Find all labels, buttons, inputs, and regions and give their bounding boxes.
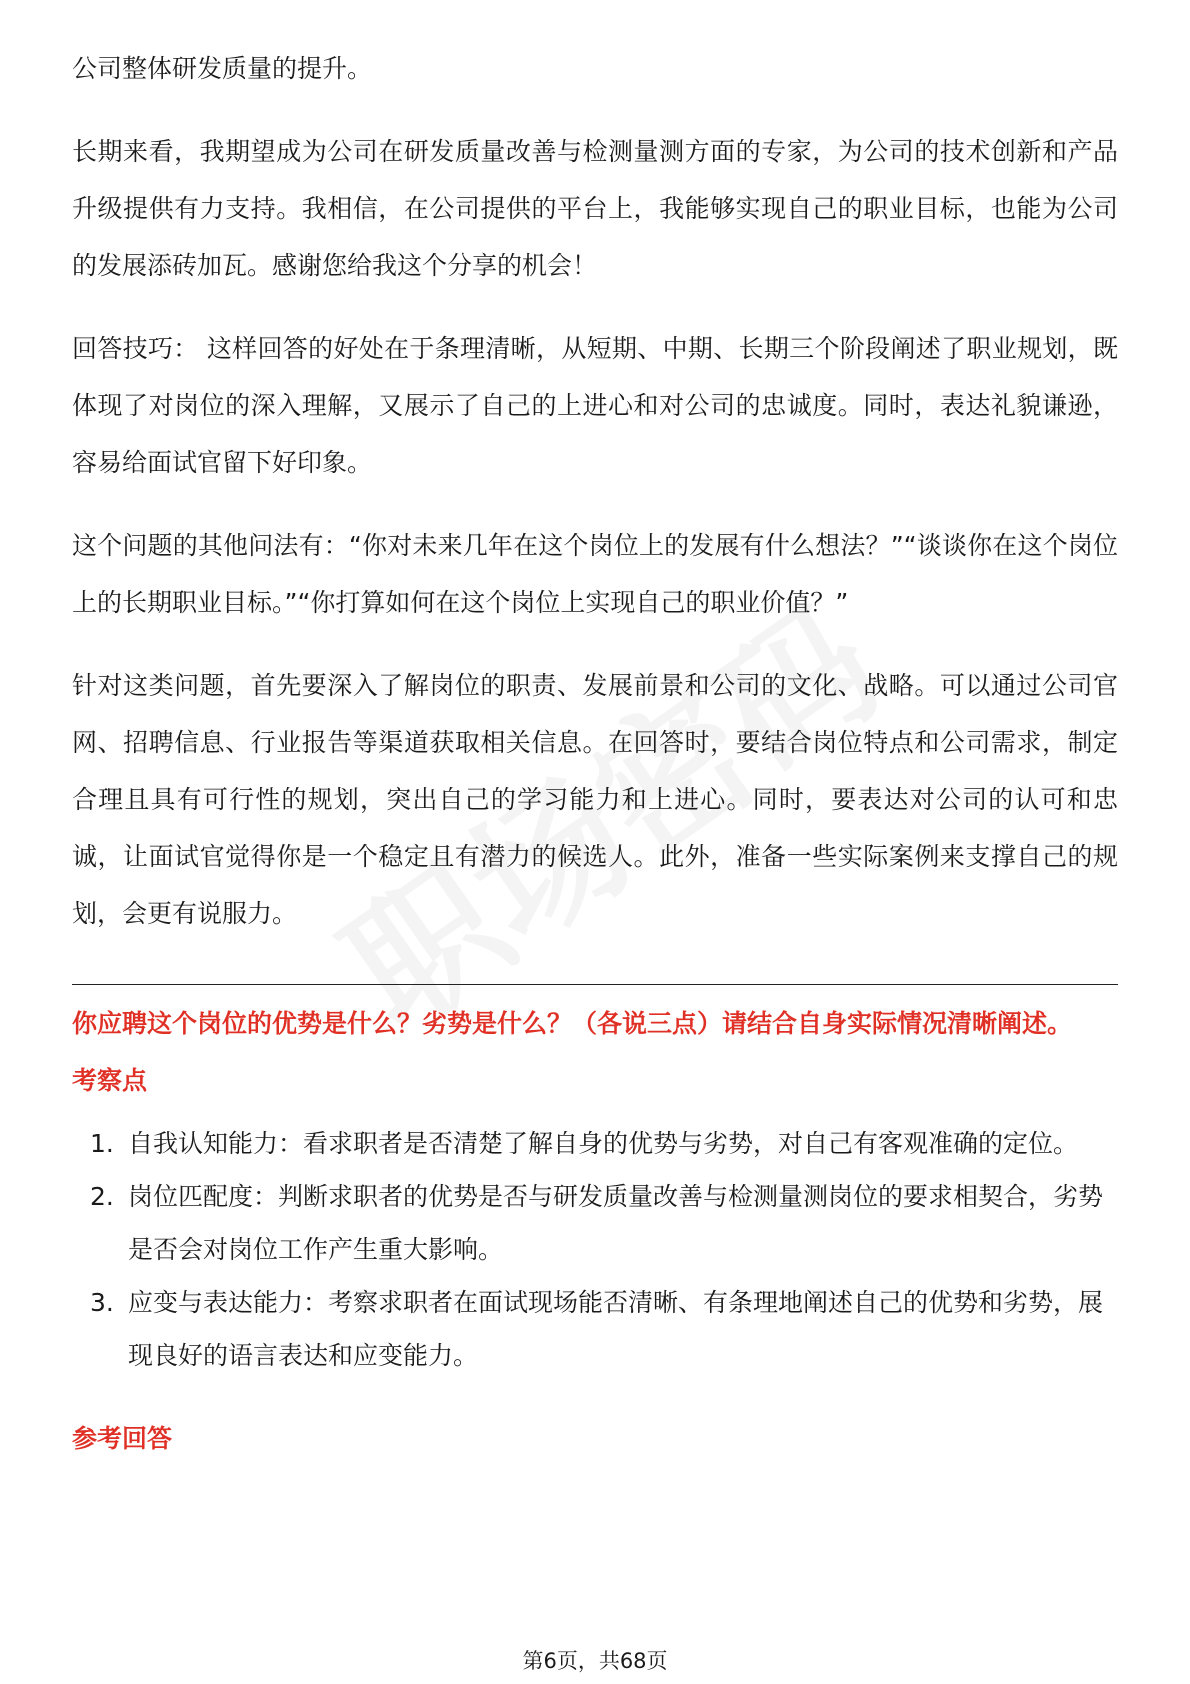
- inspection-heading: 考察点: [72, 1066, 148, 1095]
- list-item-text: 自我认知能力：看求职者是否清楚了解自身的优势与劣势，对自己有客观准确的定位。: [128, 1129, 1079, 1158]
- paragraph-4: 这个问题的其他问法有：“你对未来几年在这个岗位上的发展有什么想法？”“谈谈你在这个岗位上的长期职业目标。”“你打算如何在这个岗位上实现自己的职业价值？”: [72, 531, 1118, 617]
- list-item: [72, 1276, 1118, 1382]
- paragraph-3: 回答技巧： 这样回答的好处在于条理清晰，从短期、中期、长期三个阶段阐述了职业规划，既体现了对岗位的深入理解，又展示了自己的上进心和对公司的忠诚度。同时，表达礼貌谦逊，容易给面试官留下好印象。: [72, 334, 1118, 477]
- page-content: [72, 40, 1118, 1455]
- list-item-text: 岗位匹配度：判断求职者的优势是否与研发质量改善与检测量测岗位的要求相契合，劣势是否会对岗位工作产生重大影响。: [128, 1182, 1104, 1264]
- list-item: [72, 1117, 1118, 1170]
- list-number: 1.: [90, 1129, 114, 1158]
- paragraph-5: 针对这类问题，首先要深入了解岗位的职责、发展前景和公司的文化、战略。可以通过公司官网、招聘信息、行业报告等渠道获取相关信息。在回答时，要结合岗位特点和公司需求，制定合理且具有可行性的规划，突出自己的学习能力和上进心。同时，要表达对公司的认可和忠诚，让面试官觉得你是一个稳定且有潜力的候选人。此外，准备一些实际案例来支撑自己的规划，会更有说服力。: [72, 671, 1118, 928]
- list-item-text: 应变与表达能力：考察求职者在面试现场能否清晰、有条理地阐述自己的优势和劣势，展现良好的语言表达和应变能力。: [128, 1288, 1104, 1370]
- question-title: 你应聘这个岗位的优势是什么？劣势是什么？（各说三点）请结合自身实际情况清晰阐述。: [72, 1009, 1073, 1038]
- page-footer: 第6页，共68页: [522, 1649, 668, 1673]
- paragraph-1: 公司整体研发质量的提升。: [72, 54, 373, 83]
- inspection-list: [72, 1117, 1118, 1382]
- list-item: [72, 1170, 1118, 1276]
- list-number: 2.: [90, 1182, 114, 1211]
- paragraph-2: 长期来看，我期望成为公司在研发质量改善与检测量测方面的专家，为公司的技术创新和产品升级提供有力支持。我相信，在公司提供的平台上，我能够实现自己的职业目标，也能为公司的发展添砖加瓦。感谢您给我这个分享的机会！: [72, 137, 1118, 280]
- section-divider: [72, 984, 1118, 985]
- list-number: 3.: [90, 1288, 114, 1317]
- reference-heading: 参考回答: [72, 1424, 173, 1453]
